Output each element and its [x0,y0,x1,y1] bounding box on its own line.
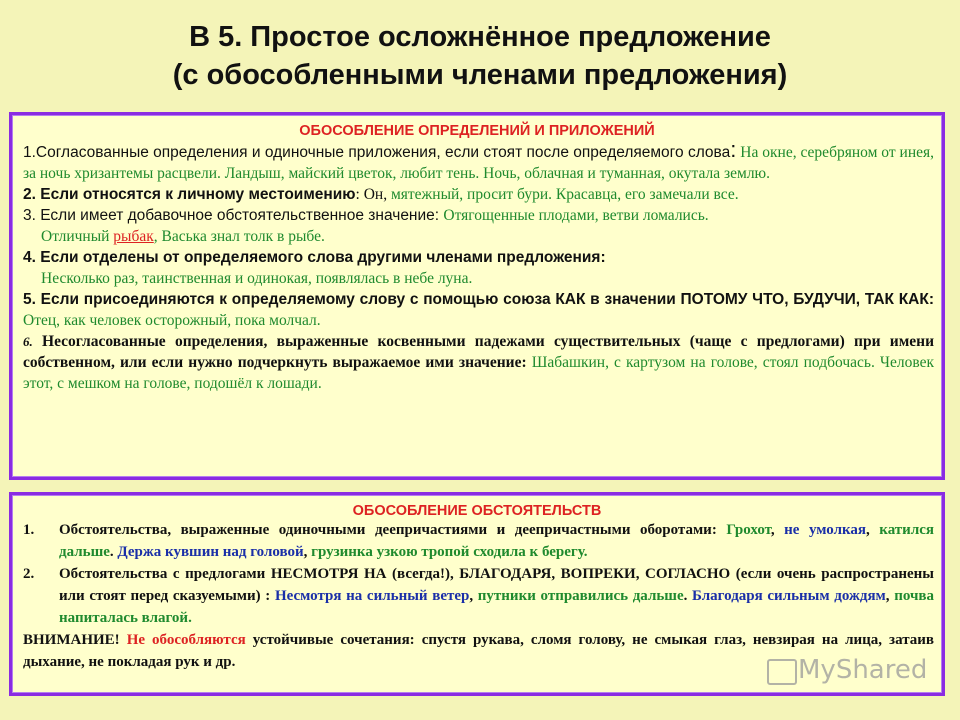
example-part: грузинка узкою тропой сходила к берегу. [311,544,588,560]
definitions-heading: ОБОСОБЛЕНИЕ ОПРЕДЕЛЕНИЙ И ПРИЛОЖЕНИЙ [299,123,655,139]
example-part: почва напиталась влагой. [59,588,935,626]
circumstance-rule-1 [23,519,934,563]
circumstances-heading: ОБОСОБЛЕНИЕ ОБСТОЯТЕЛЬСТВ [352,503,602,519]
rule-6 [23,331,934,394]
example-part: Держа кувшин над головой [117,544,304,560]
rule-5-text: 5. Если присоединяются к определяемому слову с помощью союза КАК в значении ПОТОМУ ЧТО, БУДУЧИ, ТАК КАК: [23,291,934,308]
page-title [0,18,960,94]
rule-6-text: Несогласованные определения, выраженные косвенными падежами существительных (чаще с предлогами) при имени собственном, или если нужно подчеркнуть выражаемое ими значение: [23,333,934,371]
rule-2 [23,184,934,205]
example-part: Несмотря на сильный ветер [274,588,470,604]
attention-label: ВНИМАНИЕ! [23,632,127,648]
rule-5 [23,289,934,331]
title-line-1: В 5. Простое осложнённое предложение [189,21,771,53]
rule-1-text: 1.Согласованные определения и одиночные приложения, если стоят после определяемого слова [23,144,731,161]
example-sep: , [469,588,478,604]
example-part: Благодаря сильным дождям [692,588,886,604]
example-sep: , [885,588,895,604]
rule-1-colon: : [730,137,737,162]
definitions-box [9,112,945,480]
rule-2-text: 2. Если относятся к личному местоимению [23,186,356,203]
title-line-2: (с обособленными членами предложения) [172,59,788,91]
circumstance-rule-1-text: Обстоятельства, выраженные одиночными деепричастиями и деепричастными оборотами: [59,522,727,538]
rule-3-text: 3. Если имеет добавочное обстоятельственное значение [23,207,435,224]
example-sep: , [866,522,880,538]
rule-3-example: Отягощенные плодами, ветви ломались. [443,207,709,224]
rule-3-example-2-a: Отличный [41,228,114,245]
attention-red: Не обособляются [126,632,246,648]
rule-1-example: На окне, серебряном от инея, за ночь хризантемы расцвели. Ландыш, майский цветок, любит тень. Ночь, облачная и туманная, окутала землю. [23,144,934,182]
example-sep: , [303,544,312,560]
example-part: Грохот [726,522,771,538]
watermark-text: MyShared [798,655,928,685]
rule-2-example-a: : Он, [355,186,391,203]
example-part: катился дальше [59,522,935,560]
rule-6-example: Шабашкин, с картузом на голове, стоял подбочась. Человек этот, с мешком на голове, подошёл к лошади. [23,354,934,392]
circumstance-rule-1-number: 1. [23,522,35,538]
rule-3-example-2-b: , Васька знал толк в рыбе. [153,228,325,245]
rule-4-example: Несколько раз, таинственная и одинокая, появлялась в небе луна. [41,270,473,287]
example-sep: , [770,522,785,538]
example-part: путники отправились дальше [477,588,684,604]
rule-1 [23,139,934,184]
circumstance-rule-2 [23,563,934,629]
circumstance-rule-2-number: 2. [23,566,35,582]
watermark [770,655,927,685]
rule-3-example-2-red: рыбак [113,228,154,245]
rule-5-example: Отец, как человек осторожный, пока молчал. [23,312,321,329]
rule-2-example-b: мятежный, просит бури. Красавца, его замечали все. [390,186,739,203]
rule-4: 4. Если отделены от определяемого слова другими членами предложения: [23,249,606,266]
example-sep: . [109,544,118,560]
rule-3-example-2 [23,226,934,247]
example-sep: . [683,588,693,604]
example-part: не умолкая [784,522,867,538]
attention-text: устойчивые сочетания: спустя рукава, сломя голову, не смыкая глаз, невзирая на лица, затаив дыхание, не покладая рук и др. [23,632,934,670]
rule-3 [23,205,934,226]
circumstance-rule-2-text: Обстоятельства с предлогами НЕСМОТРЯ НА (всегда!), БЛАГОДАРЯ, ВОПРЕКИ, СОГЛАСНО (если очень распространены или стоят перед сказуемыми) : [59,566,934,604]
rule-3-colon: : [434,207,444,224]
rule-6-number: 6. [23,334,33,349]
